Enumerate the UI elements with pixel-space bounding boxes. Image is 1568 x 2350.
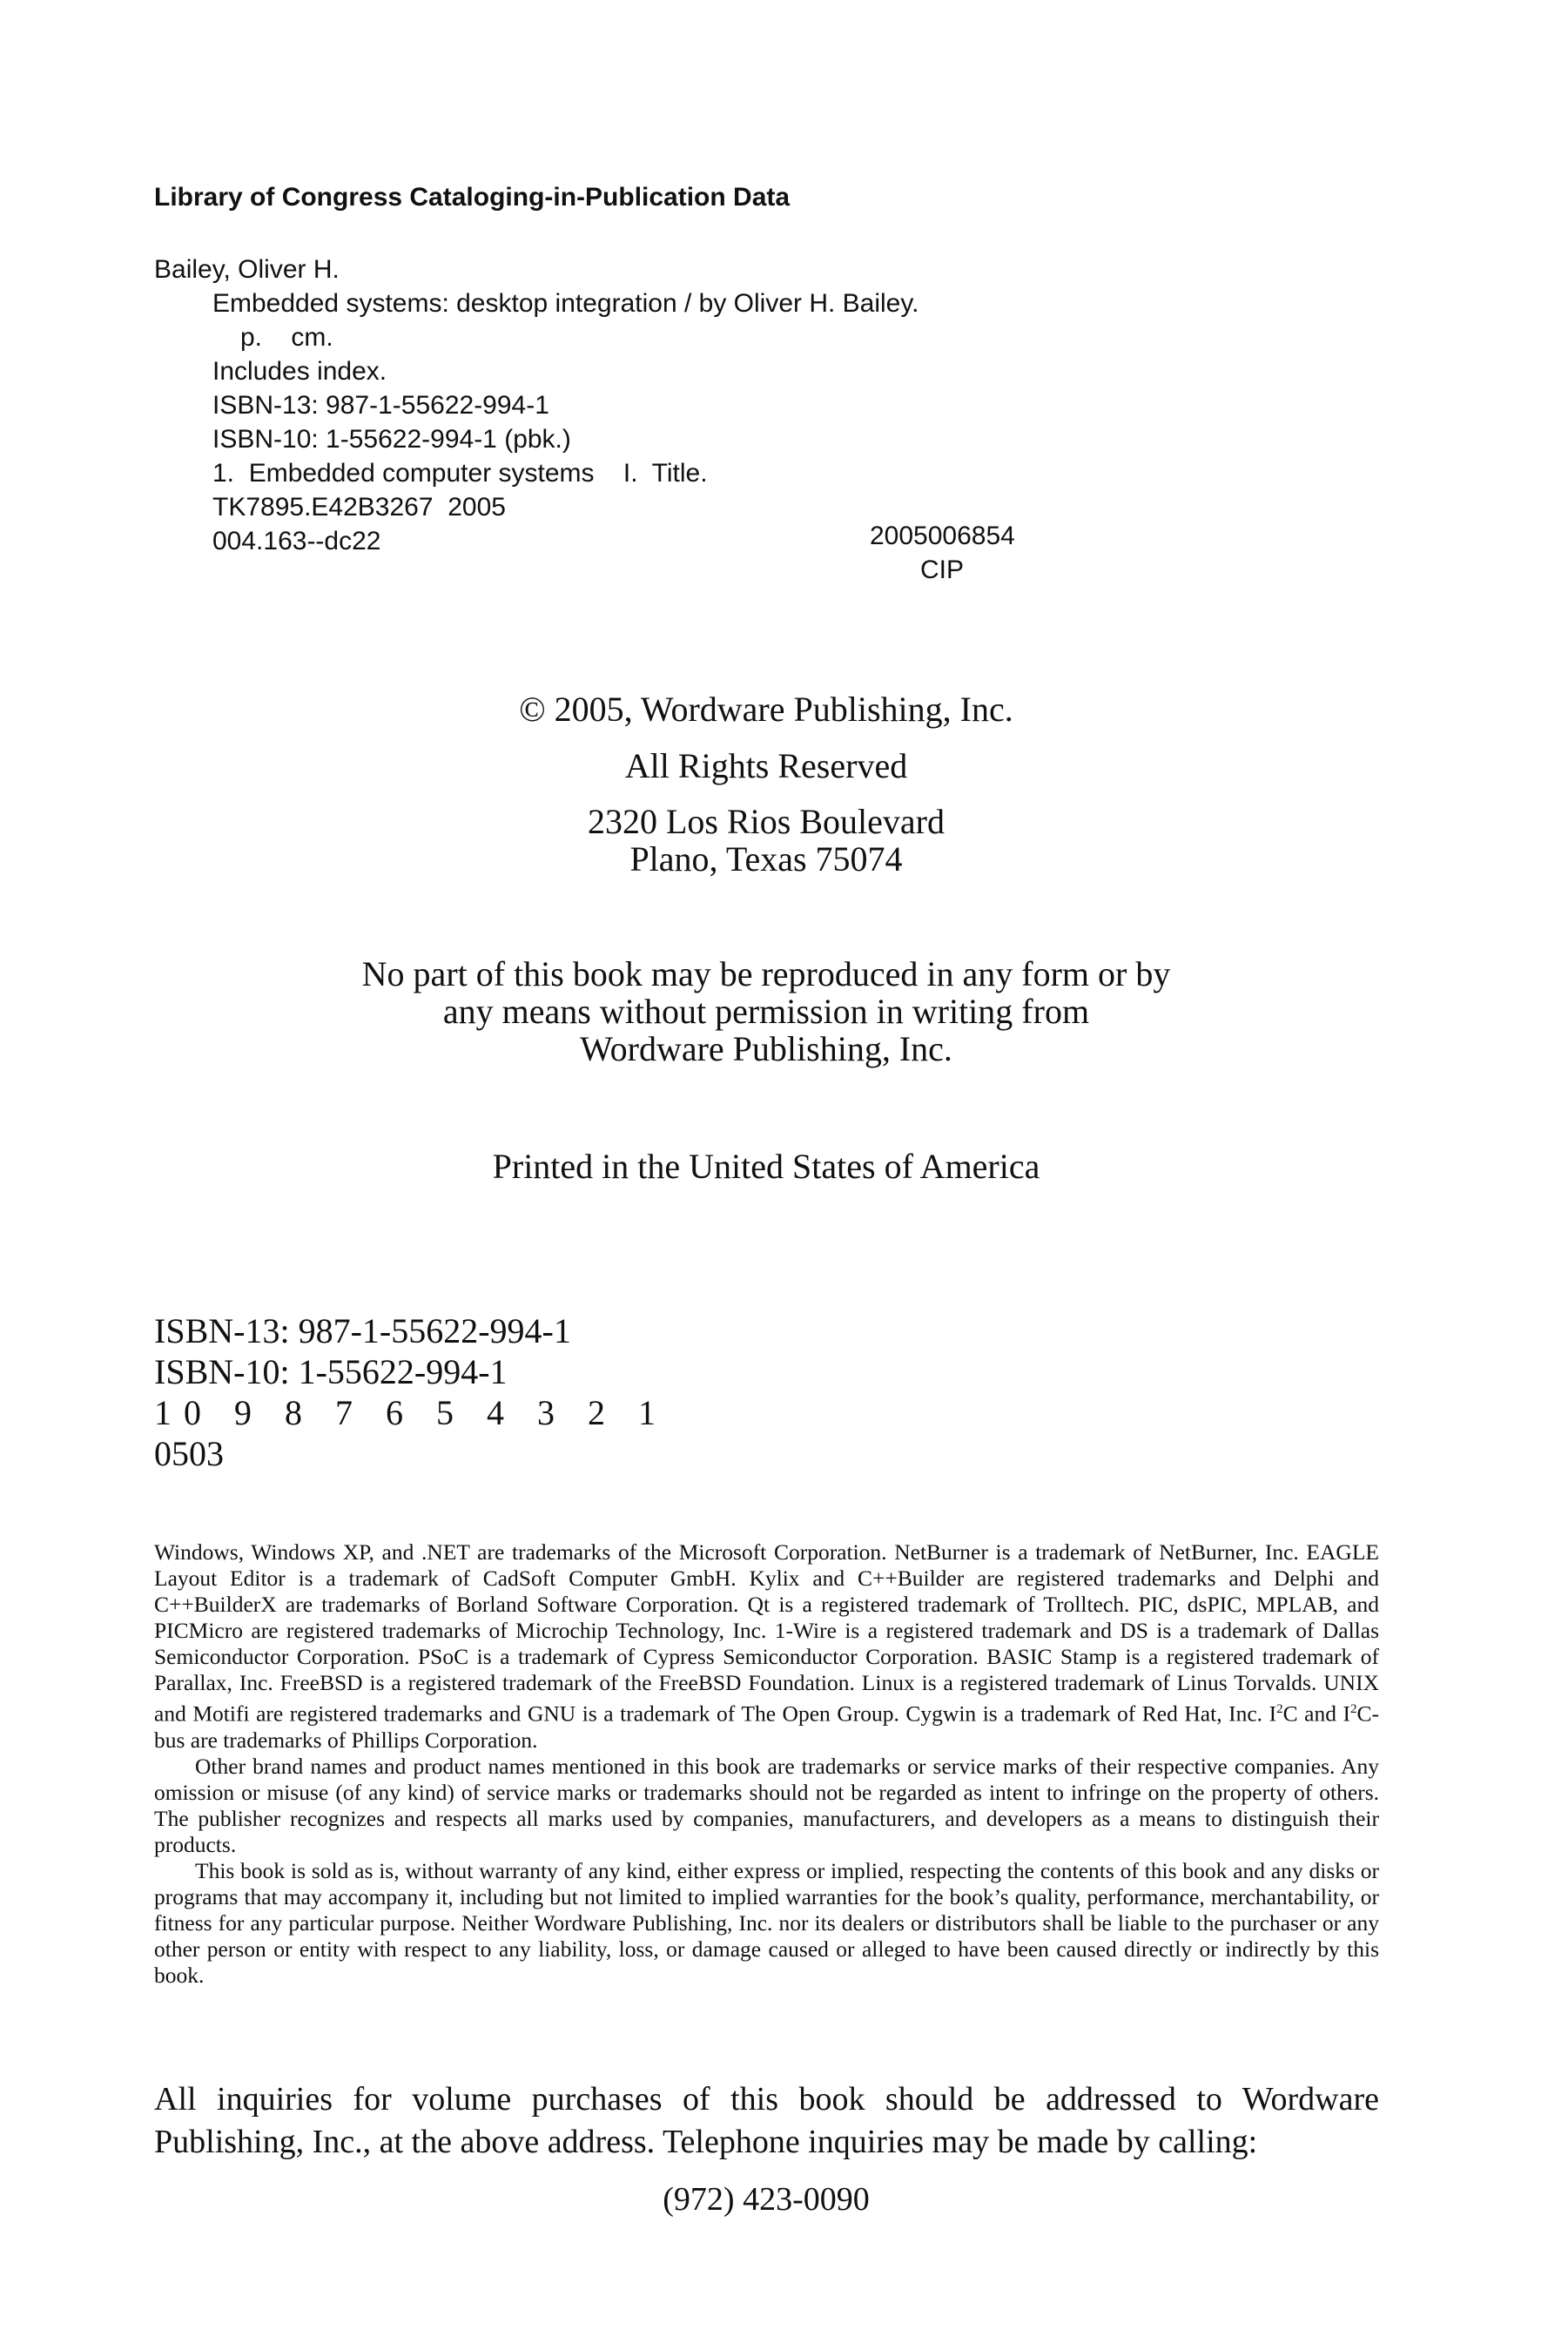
print-code: 0503 xyxy=(154,1434,224,1473)
disclaimer-paragraph: This book is sold as is, without warranty of any kind, either express or implied, respecting the contents of this book and any disks or programs that may accompany it, including but not limited to implied warranties for the book’s quality, performance, merchantability, or fitness for any particular purpose. Neither Wordware Publishing, Inc. nor its dealers or distributors shall be liable to the purchaser or any other person or entity with respect to any liability, loss, or damage caused or alleged to have been caused directly or indirectly by this book. xyxy=(154,1857,1379,1988)
permission-line-3: Wordware Publishing, Inc. xyxy=(580,1029,952,1068)
cip-dewey: 004.163--dc22 xyxy=(212,527,381,556)
isbn-block xyxy=(154,1310,668,1474)
cip-isbn13: ISBN-13: 987-1-55622-994-1 xyxy=(212,391,549,420)
rights-reserved: All Rights Reserved xyxy=(624,746,908,785)
permission-notice xyxy=(0,955,1532,1067)
cip-index-note: Includes index. xyxy=(212,357,387,386)
trademark-notice xyxy=(154,1539,1379,1989)
cip-pagination: p. cm. xyxy=(240,323,333,352)
cip-isbn10: ISBN-10: 1-55622-994-1 (pbk.) xyxy=(212,425,571,454)
cip-author: Bailey, Oliver H. xyxy=(154,255,340,284)
printed-in: Printed in the United States of America xyxy=(492,1147,1040,1186)
print-run-numbers: 10 9 8 7 6 5 4 3 2 1 xyxy=(154,1393,668,1432)
other-marks-paragraph: Other brand names and product names mentioned in this book are trademarks or service marks of their respective companies. Any omission or misuse (of any kind) of service marks or trademarks should not be regarded as intent to infringe on the property of others. The publisher recognizes and respects all marks used by companies, manufacturers, and developers as a means to distinguish their products. xyxy=(154,1753,1379,1857)
phone-number: (972) 423-0090 xyxy=(663,2181,870,2218)
trademark-paragraph: Windows, Windows XP, and .NET are trademarks of the Microsoft Corporation. NetBurner is a trademark of NetBurner, Inc. EAGLE Layout Editor is a trademark of CadSoft Computer GmbH. Kylix and C++Builder are registered trademarks and Delphi and C++BuilderX are trademarks of Borland Software Corporation. Qt is a registered trademark of Trolltech. PIC, dsPIC, MPLAB, and PICMicro are registered trademarks of Microchip Technology, Inc. 1-Wire is a registered trademark and DS is a trademark of Dallas Semiconductor Corporation. PSoC is a trademark of Cypress Semiconductor Corporation. BASIC Stamp is a registered trademark of Parallax, Inc. FreeBSD is a registered trademark of the FreeBSD Foundation. Linux is a registered trademark of Linus Torvalds. UNIX and Motifi are registered trademarks and GNU is a trademark of The Open Group. Cygwin is a trademark of Red Hat, Inc. $I^2C$ and $I^2C$-bus are trademarks of Phillips Corporation. xyxy=(154,1539,1379,1753)
cip-record xyxy=(154,253,919,558)
cip-title-line: Embedded systems: desktop integration / by Oliver H. Bailey. xyxy=(212,289,919,318)
isbn-13: ISBN-13: 987-1-55622-994-1 xyxy=(154,1311,571,1350)
inquiries-line-1: All inquiries for volume purchases of this book should be addressed to Wordware xyxy=(154,2081,1379,2118)
inquiries-notice xyxy=(154,2078,1379,2164)
cip-lccn: 2005006854 xyxy=(870,522,1015,550)
cip-lc-class: TK7895.E42B3267 2005 xyxy=(212,493,506,522)
inquiries-line-2: Publishing, Inc., at the above address. Telephone inquiries may be made by calling: xyxy=(154,2124,1258,2160)
cip-label: CIP xyxy=(920,556,965,584)
address-line-1: 2320 Los Rios Boulevard xyxy=(588,802,945,841)
cip-heading: Library of Congress Cataloging-in-Publication Data xyxy=(154,183,791,212)
cip-subjects: 1. Embedded computer systems I. Title. xyxy=(212,459,708,488)
permission-line-2: any means without permission in writing from xyxy=(442,992,1090,1031)
publisher-address xyxy=(0,803,1532,878)
copyright-notice: © 2005, Wordware Publishing, Inc. xyxy=(519,690,1013,729)
address-line-2: Plano, Texas 75074 xyxy=(629,839,903,879)
isbn-10: ISBN-10: 1-55622-994-1 xyxy=(154,1352,508,1391)
permission-line-1: No part of this book may be reproduced in any form or by xyxy=(361,954,1171,993)
